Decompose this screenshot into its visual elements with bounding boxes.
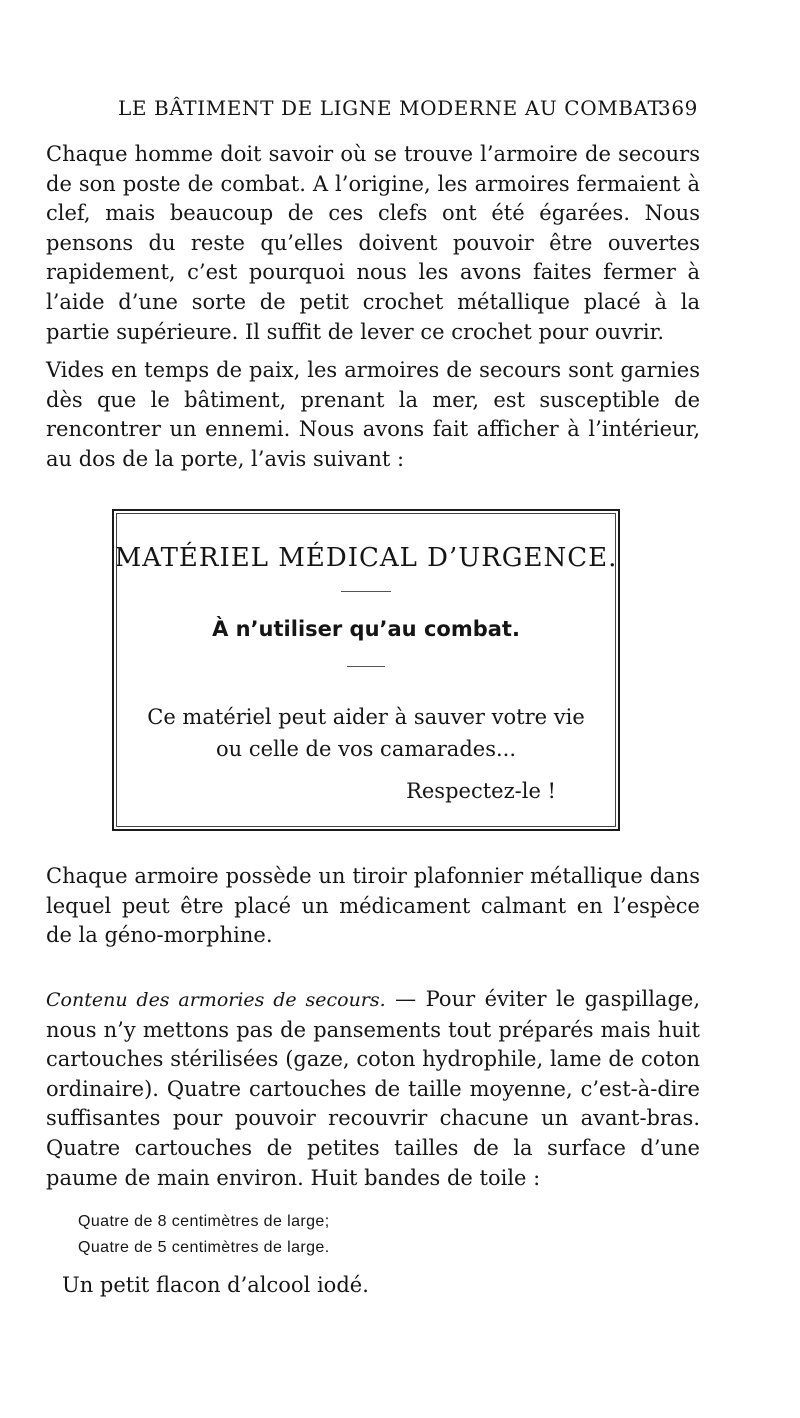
notice-box [112, 509, 620, 831]
paragraph-armoire-contents-intro: Vides en temps de paix, les armoires de secours sont garnies dès que le bâtiment, prenant la mer, est susceptible de rencontrer un ennemi. Nous avons fait afficher à l’intérieur, au dos de la porte, l’avis suivant : [46, 358, 700, 471]
em-dash: — [385, 987, 426, 1011]
list-item: Quatre de 5 centimètres de large. [78, 1239, 330, 1256]
notice-divider [341, 591, 391, 592]
paragraph-alcool: Un petit flacon d’alcool iodé. [62, 1273, 369, 1297]
paragraph-armoire-location: Chaque homme doit savoir où se trouve l’armoire de secours de son poste de combat. A l’origine, les armoires fermaient à clef, mais beaucoup de ces clefs ont été égarées. Nous pensons du reste qu’elles doivent pouvoir être ouvertes rapidement, c’est pourquoi nous les avons faites fermer à l’aide d’une sorte de petit crochet métallique placé à la partie supérieure. Il suffit de lever ce crochet pour ouvrir. [46, 142, 700, 344]
notice-subtitle: À n’utiliser qu’au combat. [212, 617, 520, 641]
paragraph-contenu-text: Pour éviter le gaspillage, nous n’y mettons pas de pansements tout préparés mais huit cartouches stérilisées (gaze, coton hydrophile, lame de coton ordinaire). Quatre cartouches de taille moyenne, c’est-à-dire suffisantes pour pouvoir recouvrir chacune un avant-bras. Quatre cartouches de petites tailles de la surface d’une paume de main environ. Huit bandes de toile : [46, 987, 700, 1190]
paragraph-contenu [46, 985, 700, 1193]
notice-line: Ce matériel peut aider à sauver votre vie [147, 705, 585, 729]
notice-title: MATÉRIEL MÉDICAL D’URGENCE. [114, 543, 618, 573]
paragraph-tiroir: Chaque armoire possède un tiroir plafonnier métallique dans lequel peut être placé un médicament calmant en l’espèce de la géno-morphine. [46, 864, 700, 948]
notice-body [114, 701, 618, 765]
notice-signoff: Respectez-le ! [406, 779, 556, 803]
section-title: Contenu des armories de secours. [46, 989, 386, 1011]
page-number: 369 [658, 96, 698, 120]
notice-divider [347, 666, 385, 667]
notice-line: ou celle de vos camarades... [215, 737, 517, 761]
running-head-title: LE BÂTIMENT DE LIGNE MODERNE AU COMBAT. [118, 96, 666, 120]
list-item: Quatre de 8 centimètres de large; [78, 1213, 330, 1230]
bandes-list [78, 1209, 698, 1261]
running-head [118, 96, 698, 120]
